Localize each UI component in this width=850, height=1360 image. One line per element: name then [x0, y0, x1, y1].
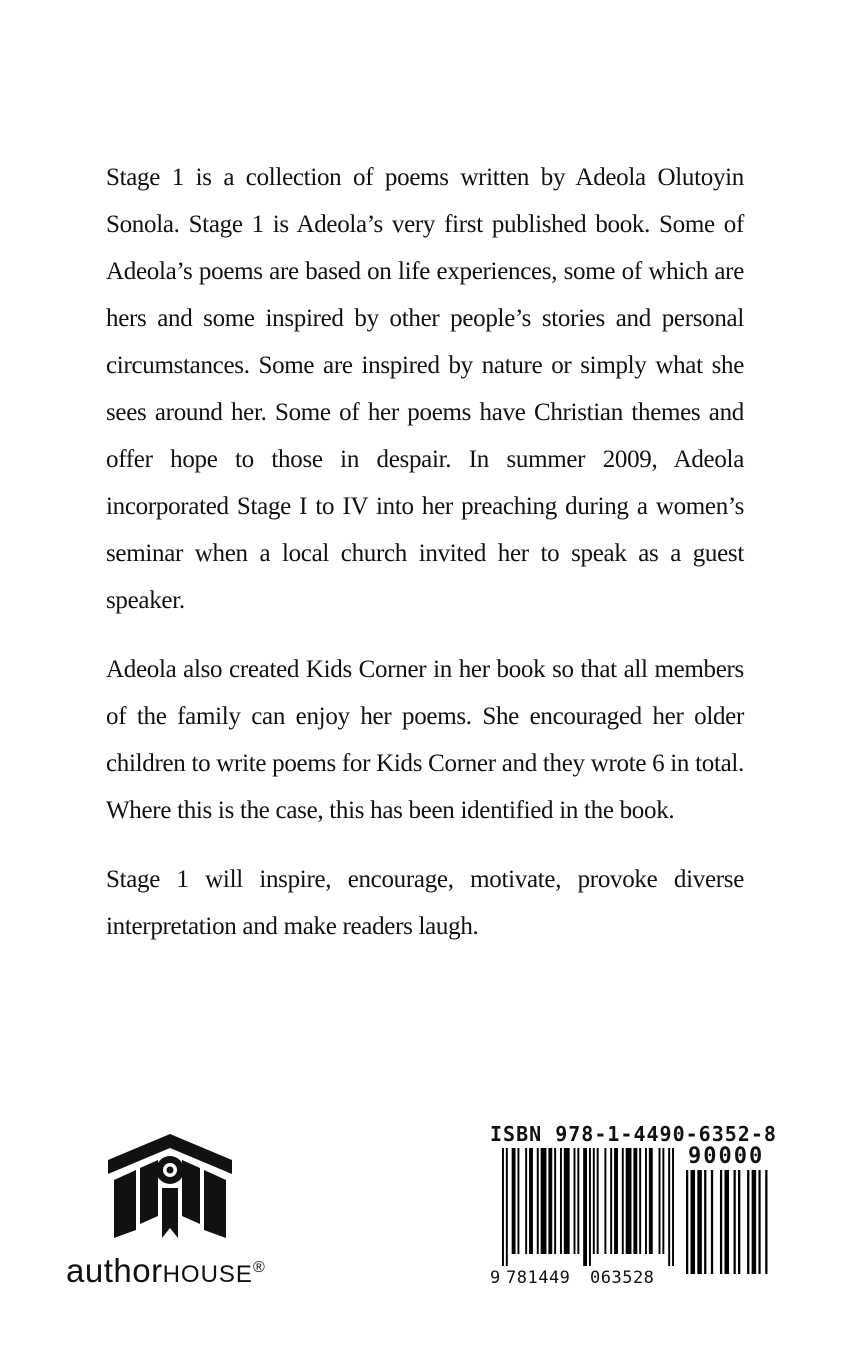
barcode-bar — [574, 1148, 576, 1254]
barcode-bar — [734, 1170, 736, 1274]
barcode-bar — [597, 1148, 599, 1254]
barcode-bar — [529, 1148, 533, 1254]
barcode-bar — [626, 1148, 632, 1254]
barcode-bar — [659, 1148, 661, 1254]
barcode-bar — [541, 1148, 547, 1254]
barcode-bar — [583, 1148, 587, 1266]
barcode-bar — [765, 1170, 767, 1274]
barcode-digit-first: 9 — [490, 1268, 501, 1288]
barcode-bar — [662, 1148, 664, 1254]
barcode-bar — [512, 1148, 516, 1254]
barcode-bar — [686, 1170, 688, 1274]
barcode-bar — [720, 1170, 722, 1274]
barcode-bar — [747, 1170, 749, 1274]
barcode-digits-left: 781449 — [506, 1268, 571, 1288]
barcode-bar — [577, 1148, 579, 1254]
barcode-bar — [691, 1170, 696, 1274]
barcode-bar — [537, 1148, 539, 1254]
barcode-bar — [752, 1170, 757, 1274]
authorhouse-logo-icon — [106, 1130, 234, 1242]
barcode-bar — [738, 1170, 740, 1274]
barcode-bar — [560, 1148, 562, 1254]
barcode-bar — [506, 1148, 508, 1266]
back-cover-blurb — [106, 154, 744, 972]
barcode-bar — [564, 1148, 570, 1254]
publisher-wordmark — [66, 1248, 265, 1295]
barcode-bar — [517, 1148, 519, 1254]
barcode-bar — [704, 1170, 706, 1274]
blurb-paragraph-2: Adeola also created Kids Corner in her book so that all members of the family can enjoy her poems. She encouraged her older children to write poems for Kids Corner and they wrote 6 in total. Where this is the case, this has been identified in the book. — [106, 656, 744, 824]
barcode-bar — [724, 1170, 729, 1274]
publisher-name-house: HOUSE — [162, 1261, 253, 1288]
barcode-bar — [604, 1148, 606, 1254]
barcode-addon-price: 90000 — [688, 1144, 765, 1169]
barcode-bar — [697, 1170, 702, 1274]
barcode-bar — [502, 1148, 504, 1266]
barcode-digits-right: 063528 — [590, 1268, 655, 1288]
publisher-name-author: author — [66, 1252, 163, 1289]
barcode-bar — [672, 1148, 674, 1266]
isbn-barcode-block — [490, 1122, 790, 1298]
barcode-bar — [758, 1170, 760, 1274]
barcode-bar — [649, 1148, 653, 1254]
blurb-paragraph-3: Stage 1 will inspire, encourage, motivate, provoke diverse interpretation and make readers laugh. — [106, 866, 744, 940]
barcode-digits — [490, 1268, 674, 1288]
ean13-barcode — [502, 1148, 674, 1266]
barcode-bar — [589, 1148, 591, 1266]
barcode-bar — [593, 1148, 595, 1254]
barcode-bar — [711, 1170, 713, 1274]
barcode-bar — [622, 1148, 624, 1254]
barcode-bar — [525, 1148, 527, 1254]
publisher-branding — [66, 1130, 296, 1290]
barcode-bar — [548, 1148, 552, 1254]
addon-barcode — [686, 1170, 772, 1274]
barcode-bar — [610, 1148, 612, 1254]
barcode-bar — [668, 1148, 670, 1266]
registered-mark: ® — [252, 1259, 266, 1276]
barcode-bar — [639, 1148, 641, 1254]
barcode-bar — [554, 1148, 556, 1254]
isbn-label: ISBN 978-1-4490-6352-8 — [490, 1122, 777, 1146]
barcode-bar — [633, 1148, 637, 1254]
barcode-bar — [614, 1148, 618, 1254]
blurb-paragraph-1: Stage 1 is a collection of poems written by Adeola Olutoyin Sonola. Stage 1 is Adeola’s very first published book. Some of Adeola’s poems are based on life experiences, some of which are hers and some inspired by other people’s stories and personal circumstances. Some are inspired by nature or simply what she sees around her. Some of her poems have Christian themes and offer hope to those in despair. In summer 2009, Adeola incorporated Stage I to IV into her preaching during a women’s seminar when a local church invited her to speak as a guest speaker. — [106, 164, 744, 614]
barcode-bar — [645, 1148, 647, 1254]
